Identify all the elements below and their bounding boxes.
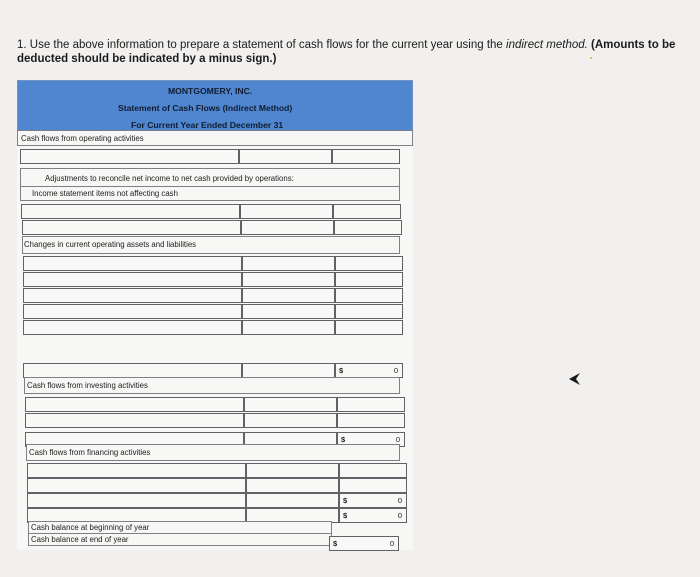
amount-input[interactable] bbox=[242, 363, 335, 378]
operating-total-cell bbox=[335, 363, 403, 378]
total-input[interactable] bbox=[337, 397, 405, 412]
amount-input[interactable] bbox=[240, 204, 333, 219]
total-input[interactable] bbox=[339, 463, 407, 478]
net-change-value: 0 bbox=[397, 511, 402, 520]
amount-input[interactable] bbox=[242, 304, 335, 319]
label-input[interactable] bbox=[27, 463, 246, 478]
instructions bbox=[17, 38, 697, 66]
amount-input[interactable] bbox=[241, 220, 334, 235]
instruction-italic: indirect method. bbox=[506, 39, 588, 51]
amount-input[interactable] bbox=[244, 413, 337, 428]
total-input[interactable] bbox=[335, 320, 403, 335]
dollar-sign: $ bbox=[333, 539, 338, 548]
total-input[interactable] bbox=[337, 413, 405, 428]
cursor-arrow-icon bbox=[569, 373, 581, 385]
net-change-cell bbox=[339, 508, 407, 523]
label-input[interactable] bbox=[27, 493, 246, 508]
label-input[interactable] bbox=[23, 320, 242, 335]
investing-total-value: 0 bbox=[395, 435, 400, 444]
adjustments-label: Adjustments to reconcile net income to net cash provided by operations: bbox=[45, 174, 294, 183]
ending-balance-label: Cash balance at end of year bbox=[31, 535, 129, 544]
amount-input[interactable] bbox=[242, 272, 335, 287]
dollar-sign: $ bbox=[343, 496, 348, 505]
amount-input[interactable] bbox=[246, 463, 339, 478]
total-input[interactable] bbox=[335, 256, 403, 271]
label-input[interactable] bbox=[27, 478, 246, 493]
total-input[interactable] bbox=[335, 304, 403, 319]
label-input[interactable] bbox=[20, 149, 239, 164]
label-input[interactable] bbox=[25, 397, 244, 412]
amount-input[interactable] bbox=[239, 149, 332, 164]
operating-activities-label: Cash flows from operating activities bbox=[21, 134, 144, 143]
total-input[interactable] bbox=[339, 478, 407, 493]
amount-input[interactable] bbox=[242, 288, 335, 303]
label-input[interactable] bbox=[25, 413, 244, 428]
label-input[interactable] bbox=[21, 204, 240, 219]
total-input[interactable] bbox=[334, 220, 402, 235]
amount-input[interactable] bbox=[242, 256, 335, 271]
instruction-bold-1: (Amounts to be bbox=[587, 39, 676, 51]
instruction-text: 1. Use the above information to prepare a statement of cash flows for the current year using the bbox=[17, 39, 507, 51]
operating-total-value: 0 bbox=[393, 366, 398, 375]
investing-activities-label: Cash flows from investing activities bbox=[27, 381, 148, 390]
statement-period: For Current Year Ended December 31 bbox=[131, 120, 284, 130]
amount-input[interactable] bbox=[246, 493, 339, 508]
statement-worksheet bbox=[17, 80, 413, 550]
financing-total-value: 0 bbox=[397, 496, 402, 505]
financing-total-cell bbox=[339, 493, 407, 508]
total-input[interactable] bbox=[335, 272, 403, 287]
ending-total-value: 0 bbox=[389, 539, 394, 548]
label-input[interactable] bbox=[23, 256, 242, 271]
company-name: MONTGOMERY, INC. bbox=[168, 86, 253, 96]
instruction-bold-2: deducted should be indicated by a minus sign.) bbox=[17, 53, 277, 65]
dot-mark bbox=[590, 57, 592, 59]
financing-activities-label: Cash flows from financing activities bbox=[29, 448, 151, 457]
total-input[interactable] bbox=[333, 204, 401, 219]
total-input[interactable] bbox=[335, 288, 403, 303]
label-input[interactable] bbox=[23, 288, 242, 303]
label-input[interactable] bbox=[23, 363, 242, 378]
label-input[interactable] bbox=[23, 272, 242, 287]
dollar-sign: $ bbox=[339, 366, 344, 375]
label-input[interactable] bbox=[22, 220, 241, 235]
dollar-sign: $ bbox=[341, 435, 346, 444]
amount-input[interactable] bbox=[244, 397, 337, 412]
dollar-sign: $ bbox=[343, 511, 348, 520]
amount-input[interactable] bbox=[246, 478, 339, 493]
label-input[interactable] bbox=[23, 304, 242, 319]
income-items-label: Income statement items not affecting cash bbox=[32, 189, 178, 198]
statement-title: Statement of Cash Flows (Indirect Method) bbox=[118, 103, 293, 113]
amount-input[interactable] bbox=[242, 320, 335, 335]
beginning-balance-label: Cash balance at beginning of year bbox=[31, 523, 150, 532]
total-input[interactable] bbox=[332, 149, 400, 164]
changes-label: Changes in current operating assets and liabilities bbox=[24, 240, 197, 249]
ending-total-cell bbox=[329, 536, 399, 551]
